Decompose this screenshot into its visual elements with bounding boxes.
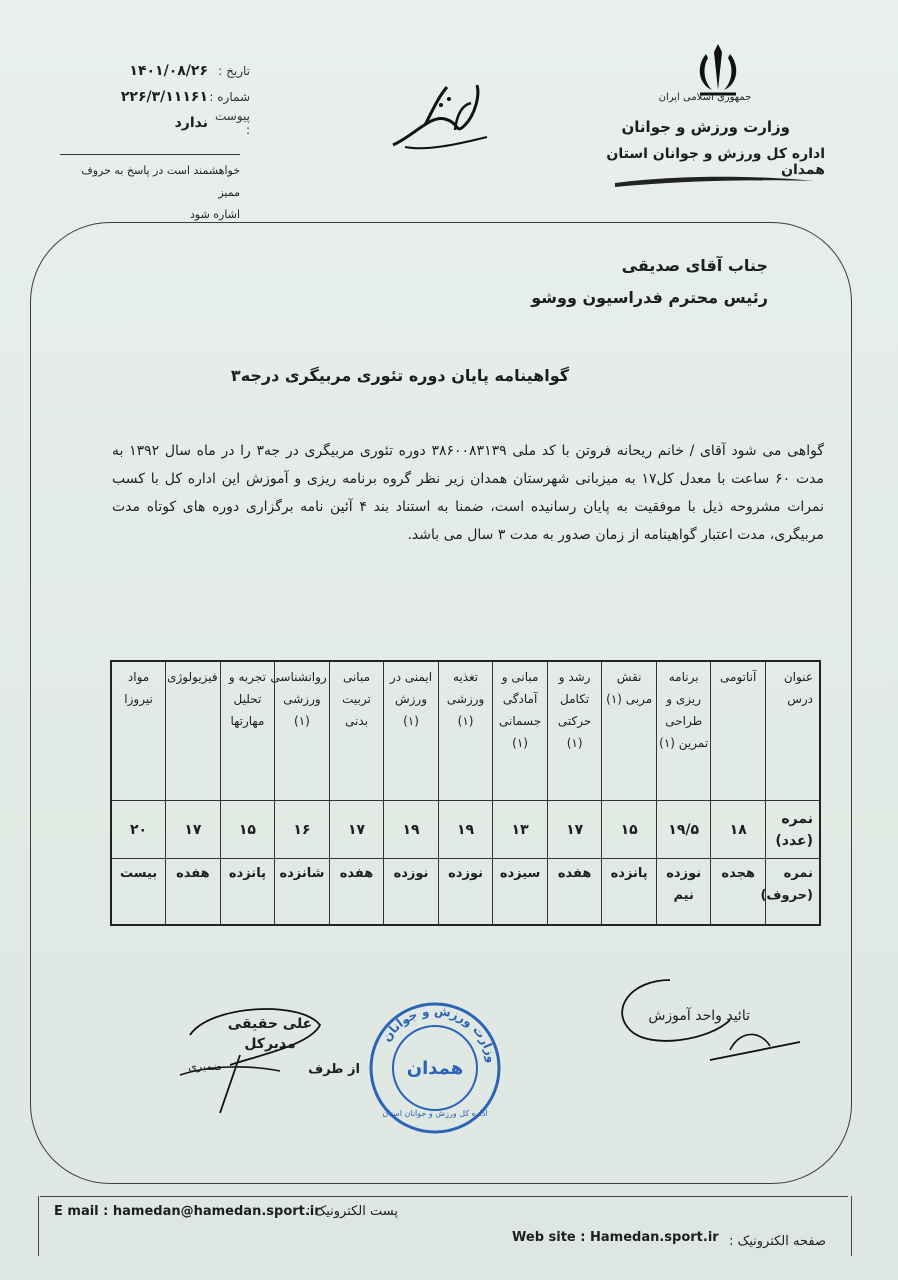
- course-name: نقش مربی (۱): [602, 661, 657, 801]
- website-label: صفحه الکترونیک :: [729, 1234, 826, 1249]
- iran-emblem-icon: [692, 40, 744, 100]
- date-label: تاریخ :: [218, 64, 250, 78]
- website-value[interactable]: Web site : Hamedan.sport.ir: [512, 1230, 719, 1245]
- grade-words: بیست: [111, 858, 166, 925]
- grade-number-row: [111, 801, 820, 859]
- stamp-center-text: همدان: [406, 1058, 464, 1079]
- grade-words: هفده: [329, 858, 384, 925]
- grade-number: ۱۷: [166, 801, 221, 859]
- attachment-label: پیوست :: [215, 109, 250, 137]
- letter-meta: [110, 58, 250, 136]
- grade-number: ۱۵: [220, 801, 275, 859]
- meta-divider: [60, 154, 240, 155]
- svg-text:وزارت ورزش و جوانان: [379, 1003, 499, 1064]
- grade-words: سیزده: [493, 858, 548, 925]
- certificate-title: گواهینامه پایان دوره تئوری مربیگری درجه۳: [230, 366, 570, 385]
- reply-note: [58, 160, 240, 226]
- grade-words: پانزده: [602, 858, 657, 925]
- course-row: [111, 661, 820, 801]
- grade-words: شانزده: [275, 858, 330, 925]
- signer-name: علی حقیقی: [227, 1016, 313, 1032]
- grade-words: هفده: [547, 858, 602, 925]
- basmala-calligraphy: [385, 75, 495, 155]
- grade-words: نوزده نیم: [656, 858, 711, 925]
- stamp-bottom-text: اداره کل ورزش و جوانان استان: [382, 1109, 488, 1118]
- footer-email-row: [40, 1198, 848, 1224]
- attachment-value: ندارد: [174, 115, 208, 131]
- grade-number-row-header: نمره (عدد): [765, 801, 820, 859]
- ornamental-rule: [615, 173, 815, 189]
- grade-words: نوزده: [384, 858, 439, 925]
- grade-words-row-header: نمره (حروف): [765, 858, 820, 925]
- grade-number: ۱۷: [329, 801, 384, 859]
- course-name: ایمنی در ورزش (۱): [384, 661, 439, 801]
- email-value[interactable]: E mail : hamedan@hamedan.sport.ir: [54, 1204, 321, 1219]
- grade-number: ۱۹: [438, 801, 493, 859]
- grades-table: [110, 660, 821, 926]
- course-name: مبانی تربیت بدنی: [329, 661, 384, 801]
- grade-number: ۱۳: [493, 801, 548, 859]
- number-label: شماره :: [209, 90, 250, 104]
- course-name: رشد و تکامل حرکتی (۱): [547, 661, 602, 801]
- signer-title: مدیرکل: [244, 1036, 296, 1052]
- approval-label: تائید واحد آموزش: [648, 1008, 750, 1024]
- date-value: ۱۴۰۱/۰۸/۲۶: [129, 63, 208, 79]
- grade-number: ۲۰: [111, 801, 166, 859]
- recipient-block: [500, 250, 768, 314]
- grade-number: ۱۶: [275, 801, 330, 859]
- government-label: جمهوری اسلامی ایران: [658, 92, 752, 103]
- recipient-name: جناب آقای صدیقی: [621, 256, 768, 275]
- zamiri-label: ضمیری: [188, 1060, 222, 1073]
- course-name: تغذیه ورزشی (۱): [438, 661, 493, 801]
- number-value: ۲۲۶/۳/۱۱۱۶۱: [120, 89, 208, 105]
- course-name: مبانی و آمادگی جسمانی (۱): [493, 661, 548, 801]
- footer-divider: [40, 1196, 848, 1197]
- official-stamp: [365, 998, 505, 1138]
- grade-words: هجده: [711, 858, 766, 925]
- grade-words: پانزده: [220, 858, 275, 925]
- grade-words: نوزده: [438, 858, 493, 925]
- stamp-ring-text: وزارت ورزش و جوانان: [379, 1003, 499, 1064]
- course-name: تجربه و تحلیل مهارتها: [220, 661, 275, 801]
- grade-words-row: [111, 858, 820, 925]
- course-name: روانشناسی ورزشی (۱): [275, 661, 330, 801]
- course-name: برنامه ریزی و طراحی تمرین (۱): [656, 661, 711, 801]
- department-name: اداره کل ورزش و جوانان استان همدان: [606, 146, 825, 178]
- recipient-title: رئیس محترم فدراسیون ووشو: [531, 288, 768, 307]
- attachment-row: [110, 110, 250, 136]
- course-row-header: عنوان درس: [765, 661, 820, 801]
- course-name: مواد نیروزا: [111, 661, 166, 801]
- certificate-body: گواهی می شود آقای / خانم ریحانه فروتن با کد ملی ۳۸۶۰۰۸۳۱۳۹ دوره تئوری مربیگری در جه۳ را در ماه سال ۱۳۹۲ به مدت ۶۰ ساعت با معدل کل۱۷ به میزبانی شهرستان همدان زیر نظر گروه برنامه ریزی و آموزش این اداره کل با کسب نمرات مشروحه ذیل با موفقیت به پایان رسانیده است، ضمنا به استناد بند ۴ آئین نامه برگزاری دوره های کوتاه مدت مربیگری، مدت اعتبار گواهینامه از زمان صدور به مدت ۳ سال می باشد.: [112, 443, 825, 543]
- course-name: آناتومی: [711, 661, 766, 801]
- number-row: [110, 84, 250, 110]
- on-behalf-label: از طرف: [308, 1062, 360, 1077]
- grade-number: ۱۵: [602, 801, 657, 859]
- email-label: پست الکترونیک :: [306, 1204, 398, 1219]
- director-signature: [150, 995, 340, 1115]
- course-name: فیزیولوژی: [166, 661, 221, 801]
- signer-block: [210, 1014, 330, 1054]
- grade-number: ۱۸: [711, 801, 766, 859]
- grade-number: ۱۹/۵: [656, 801, 711, 859]
- grade-number: ۱۹: [384, 801, 439, 859]
- grade-number: ۱۷: [547, 801, 602, 859]
- grade-words: هفده: [166, 858, 221, 925]
- date-row: [110, 58, 250, 84]
- footer-website-row: [40, 1226, 848, 1254]
- reply-note-line-2: اشاره شود: [190, 208, 240, 221]
- ministry-name: وزارت ورزش و جوانان: [621, 118, 790, 136]
- reply-note-line-1: خواهشمند است در پاسخ به حروف ممیز: [81, 164, 240, 199]
